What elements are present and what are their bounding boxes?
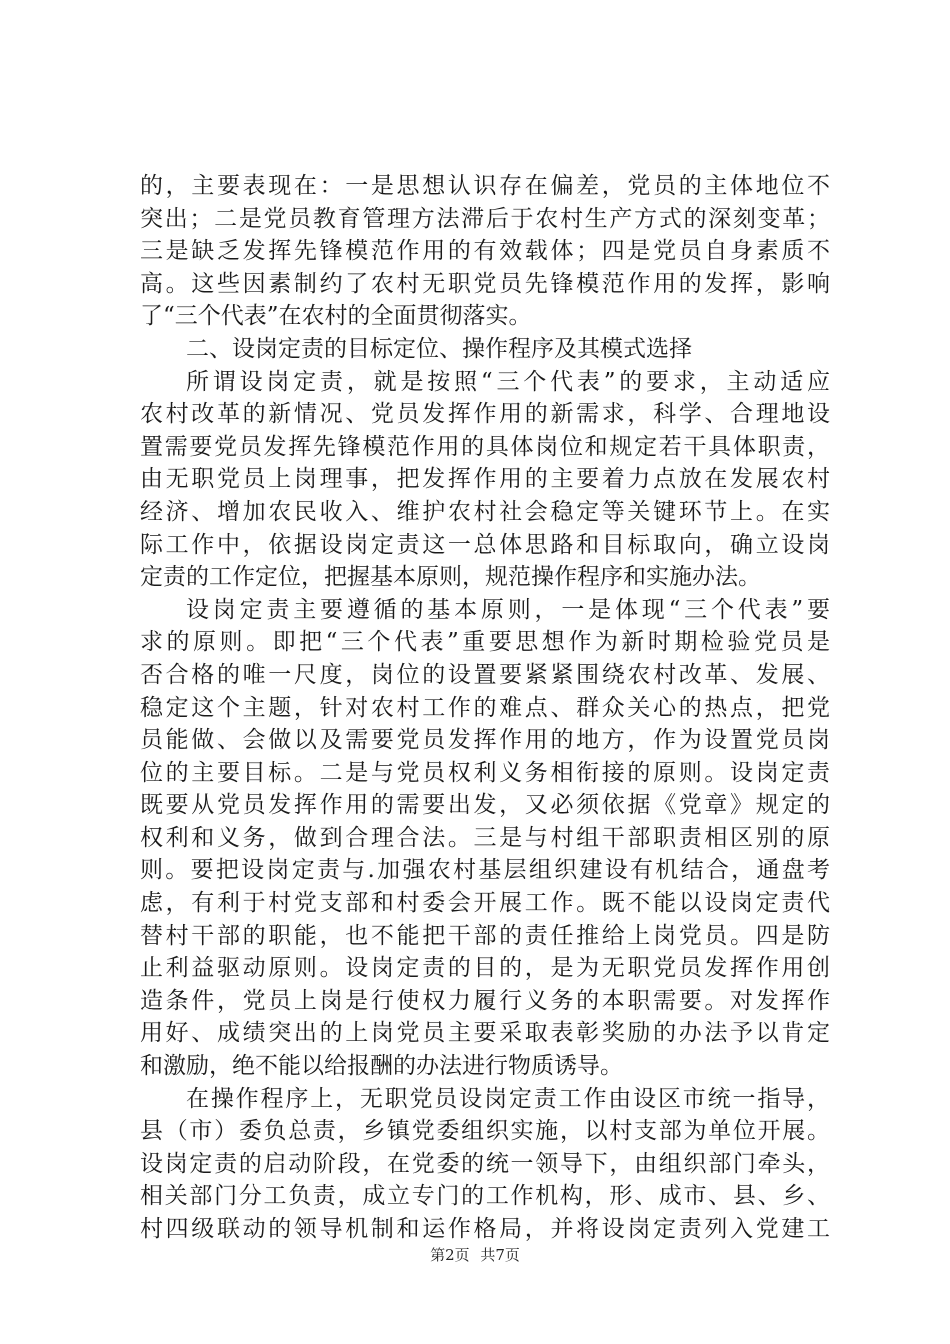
text-line: 替村干部的职能，也不能把干部的责任推给上岗党员。四是防 (140, 922, 830, 949)
text-line: 造条件，党员上岗是行使权力履行义务的本职需要。对发挥作 (140, 987, 830, 1014)
text-line: 设岗定责主要遵循的基本原则，一是体现“三个代表”要 (186, 596, 830, 623)
text-line: 员能做、会做以及需要党员发挥作用的地方，作为设置党员岗 (140, 727, 830, 754)
page-number: 第2页 (430, 1246, 470, 1264)
text-line: 求的原则。即把“三个代表”重要思想作为新时期检验党员是 (140, 629, 830, 656)
page-footer (0, 1245, 950, 1265)
text-line: 虑，有利于村党支部和村委会开展工作。既不能以设岗定责代 (140, 890, 830, 917)
document-body (140, 170, 830, 1246)
text-line: 权利和义务，做到合理合法。三是与村组干部职责相区别的原 (140, 824, 830, 851)
text-line: 由无职党员上岗理事，把发挥作用的主要着力点放在发展农村 (140, 466, 830, 493)
text-line: 否合格的唯一尺度，岗位的设置要紧紧围绕农村改革、发展、 (140, 661, 830, 688)
text-line: 置需要党员发挥先锋模范作用的具体岗位和规定若干具体职责， (140, 433, 830, 460)
text-line: 所谓设岗定责，就是按照“三个代表”的要求，主动适应 (186, 368, 830, 395)
text-line: 三是缺乏发挥先锋模范作用的有效载体；四是党员自身素质不 (140, 238, 830, 265)
text-line: 二、设岗定责的目标定位、操作程序及其模式选择 (186, 335, 692, 362)
text-line: 高。这些因素制约了农村无职党员先锋模范作用的发挥，影响 (140, 270, 830, 297)
text-line: 的，主要表现在：一是思想认识存在偏差，党员的主体地位不 (140, 173, 830, 199)
text-line: 突出；二是党员教育管理方法滞后于农村生产方式的深刻变革； (140, 205, 830, 232)
text-line: 既要从党员发挥作用的需要出发，又必须依据《党章》规定的 (140, 792, 830, 819)
text-line: 稳定这个主题，针对农村工作的难点、群众关心的热点，把党 (140, 694, 830, 721)
text-line: 用好、成绩突出的上岗党员主要采取表彰奖励的办法予以肯定 (140, 1020, 830, 1047)
text-line: 则。要把设岗定责与.加强农村基层组织建设有机结合，通盘考 (140, 857, 830, 884)
text-line: 止利益驱动原则。设岗定责的目的，是为无职党员发挥作用创 (140, 955, 830, 982)
text-line: 设岗定责的启动阶段，在党委的统一领导下，由组织部门牵头， (140, 1150, 830, 1177)
text-line: 经济、增加农民收入、维护农村社会稳定等关键环节上。在实 (140, 498, 830, 525)
text-line: 际工作中，依据设岗定责这一总体思路和目标取向，确立设岗 (140, 531, 830, 558)
text-line: 农村改革的新情况、党员发挥作用的新需求，科学、合理地设 (140, 401, 830, 428)
text-line: 相关部门分工负责，成立专门的工作机构，形、成市、县、乡、 (140, 1183, 830, 1210)
page-total: 共7页 (480, 1246, 520, 1264)
text-line: 县（市）委负总责，乡镇党委组织实施，以村支部为单位开展。 (140, 1118, 830, 1145)
text-line: 在操作程序上，无职党员设岗定责工作由设区市统一指导， (186, 1085, 830, 1112)
text-line: 村四级联动的领导机制和运作格局，并将设岗定责列入党建工 (140, 1216, 830, 1242)
text-line: 了“三个代表”在农村的全面贯彻落实。 (140, 303, 532, 330)
text-line: 和激励，绝不能以给报酬的办法进行物质诱导。 (140, 1053, 623, 1080)
text-line: 定责的工作定位，把握基本原则，规范操作程序和实施办法。 (140, 564, 761, 591)
text-line: 位的主要目标。二是与党员权利义务相衔接的原则。设岗定责 (140, 759, 830, 786)
